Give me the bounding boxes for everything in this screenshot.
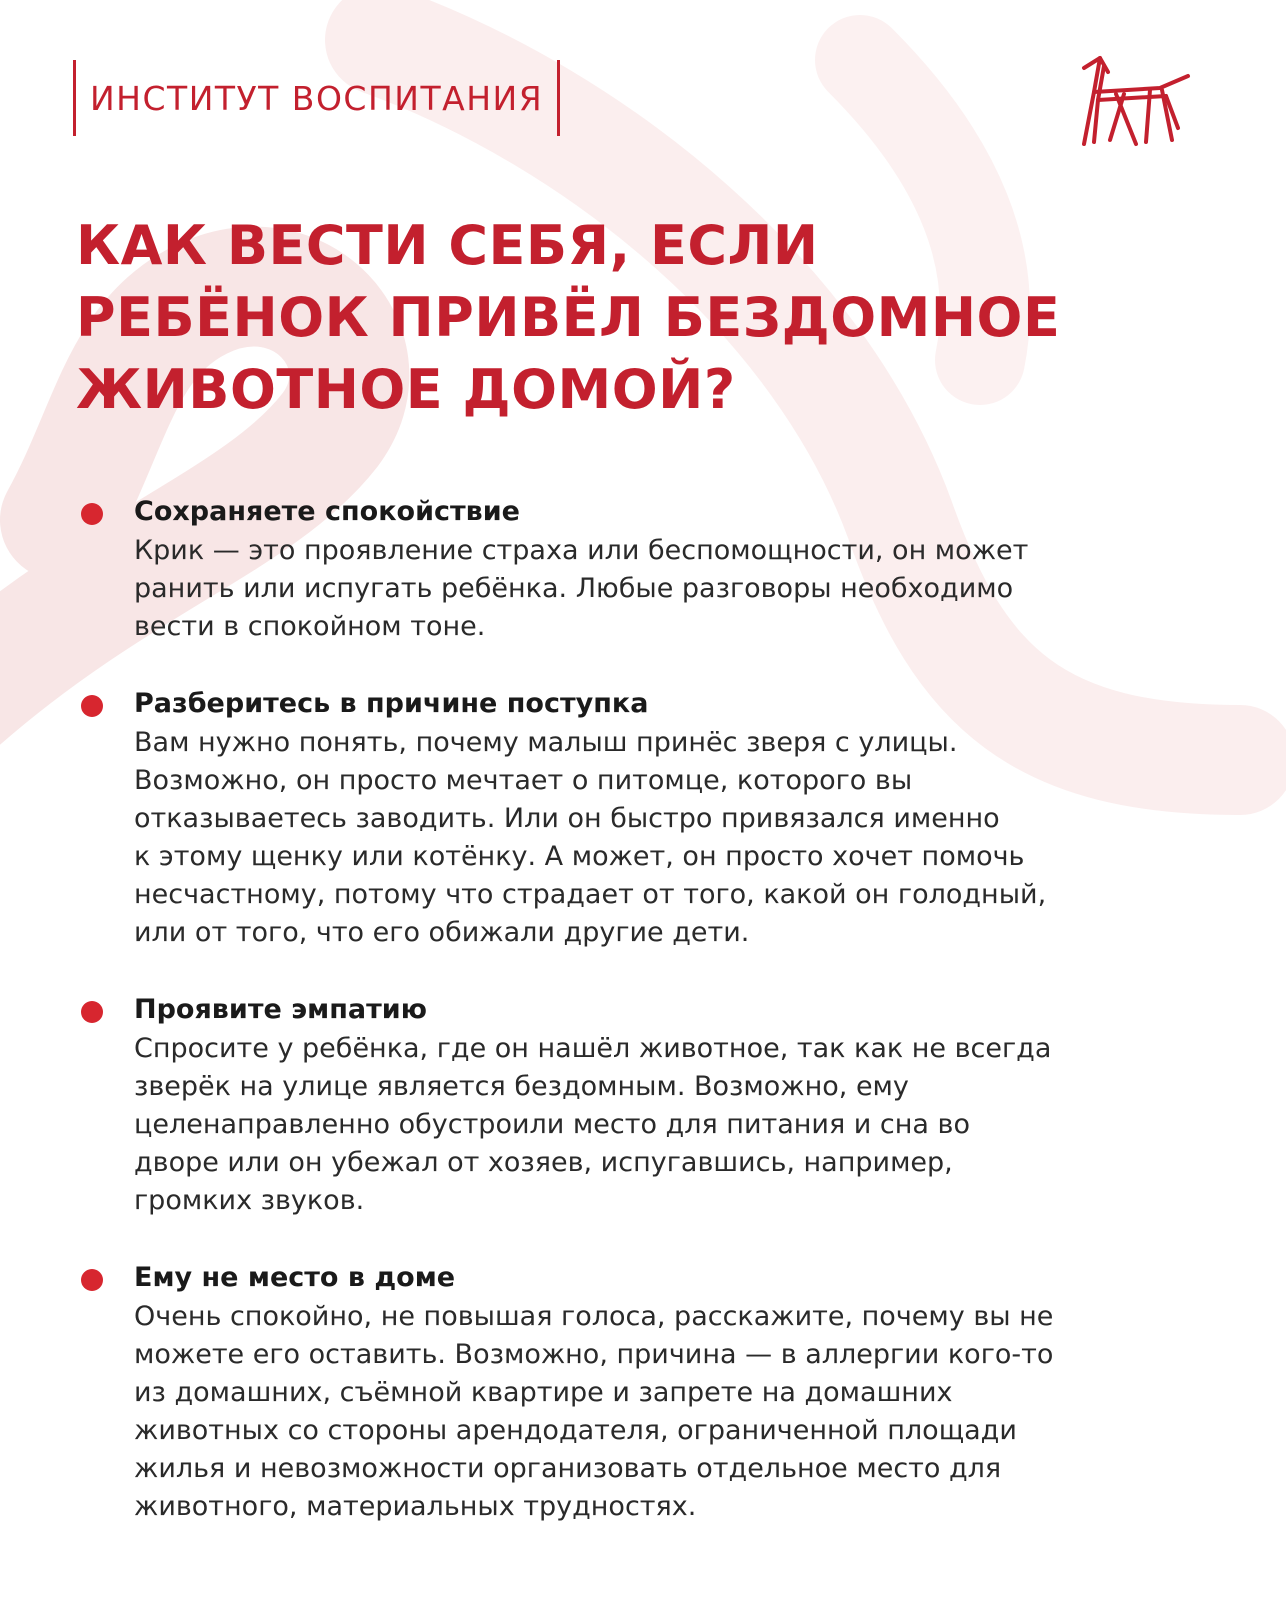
advice-text-line: к этому щенку или котёнку. А может, он просто хочет помочь [134, 841, 1025, 872]
title-line: РЕБЁНОК ПРИВЁЛ БЕЗДОМНОЕ [76, 286, 1061, 349]
bullet-dot-icon [81, 695, 103, 717]
abstract-horse-logo-icon [1080, 52, 1192, 148]
advice-text-line: Очень спокойно, не повышая голоса, расскажите, почему вы не [134, 1301, 1054, 1332]
page-title [76, 210, 1236, 426]
advice-item-calm [0, 492, 1286, 646]
advice-text-line: несчастному, потому что страдает от того, какой он голодный, [134, 879, 1047, 910]
advice-text-line: Крик — это проявление страха или беспомощности, он может [134, 535, 1029, 566]
advice-heading: Ему не место в доме [134, 1262, 456, 1293]
advice-heading: Проявите эмпатию [134, 994, 427, 1025]
bullet-dot-icon [81, 503, 103, 525]
institute-header [73, 58, 560, 138]
title-line: КАК ВЕСТИ СЕБЯ, ЕСЛИ [76, 214, 819, 277]
advice-heading: Разберитесь в причине поступка [134, 688, 649, 719]
advice-text-line: ранить или испугать ребёнка. Любые разговоры необходимо [134, 573, 1014, 604]
title-line: ЖИВОТНОЕ ДОМОЙ? [76, 358, 736, 421]
advice-text-line: отказываетесь заводить. Или он быстро привязался именно [134, 803, 1000, 834]
advice-text-line: дворе или он убежал от хозяев, испугавшись, например, [134, 1147, 953, 1178]
institute-name: ИНСТИТУТ ВОСПИТАНИЯ [90, 78, 544, 118]
advice-text-line: или от того, что его обижали другие дети. [134, 917, 750, 948]
advice-text-line: Вам нужно понять, почему малыш принёс зверя с улицы. [134, 727, 958, 758]
advice-text-line: можете его оставить. Возможно, причина — в аллергии кого-то [134, 1339, 1054, 1370]
advice-item-no-place [0, 1258, 1286, 1526]
bullet-dot-icon [81, 1001, 103, 1023]
advice-item-empathy [0, 990, 1286, 1220]
advice-text-line: вести в спокойном тоне. [134, 611, 486, 642]
bullet-dot-icon [81, 1269, 103, 1291]
advice-text-line: из домашних, съёмной квартире и запрете на домашних [134, 1377, 953, 1408]
advice-text-line: Возможно, он просто мечтает о питомце, которого вы [134, 765, 913, 796]
advice-text-line: зверёк на улице является бездомным. Возможно, ему [134, 1071, 909, 1102]
advice-text-line: Спросите у ребёнка, где он нашёл животное, так как не всегда [134, 1033, 1052, 1064]
advice-text-line: громких звуков. [134, 1185, 365, 1216]
advice-text-line: животного, материальных трудностях. [134, 1491, 697, 1522]
advice-text-line: животных со стороны арендодателя, ограниченной площади [134, 1415, 1017, 1446]
advice-text-line: целенаправленно обустроили место для питания и сна во [134, 1109, 970, 1140]
advice-heading: Сохраняете спокойствие [134, 496, 520, 527]
header-right-bar [557, 60, 560, 136]
advice-list [0, 492, 1286, 1564]
advice-item-reason [0, 684, 1286, 952]
advice-text-line: жилья и невозможности организовать отдельное место для [134, 1453, 1002, 1484]
